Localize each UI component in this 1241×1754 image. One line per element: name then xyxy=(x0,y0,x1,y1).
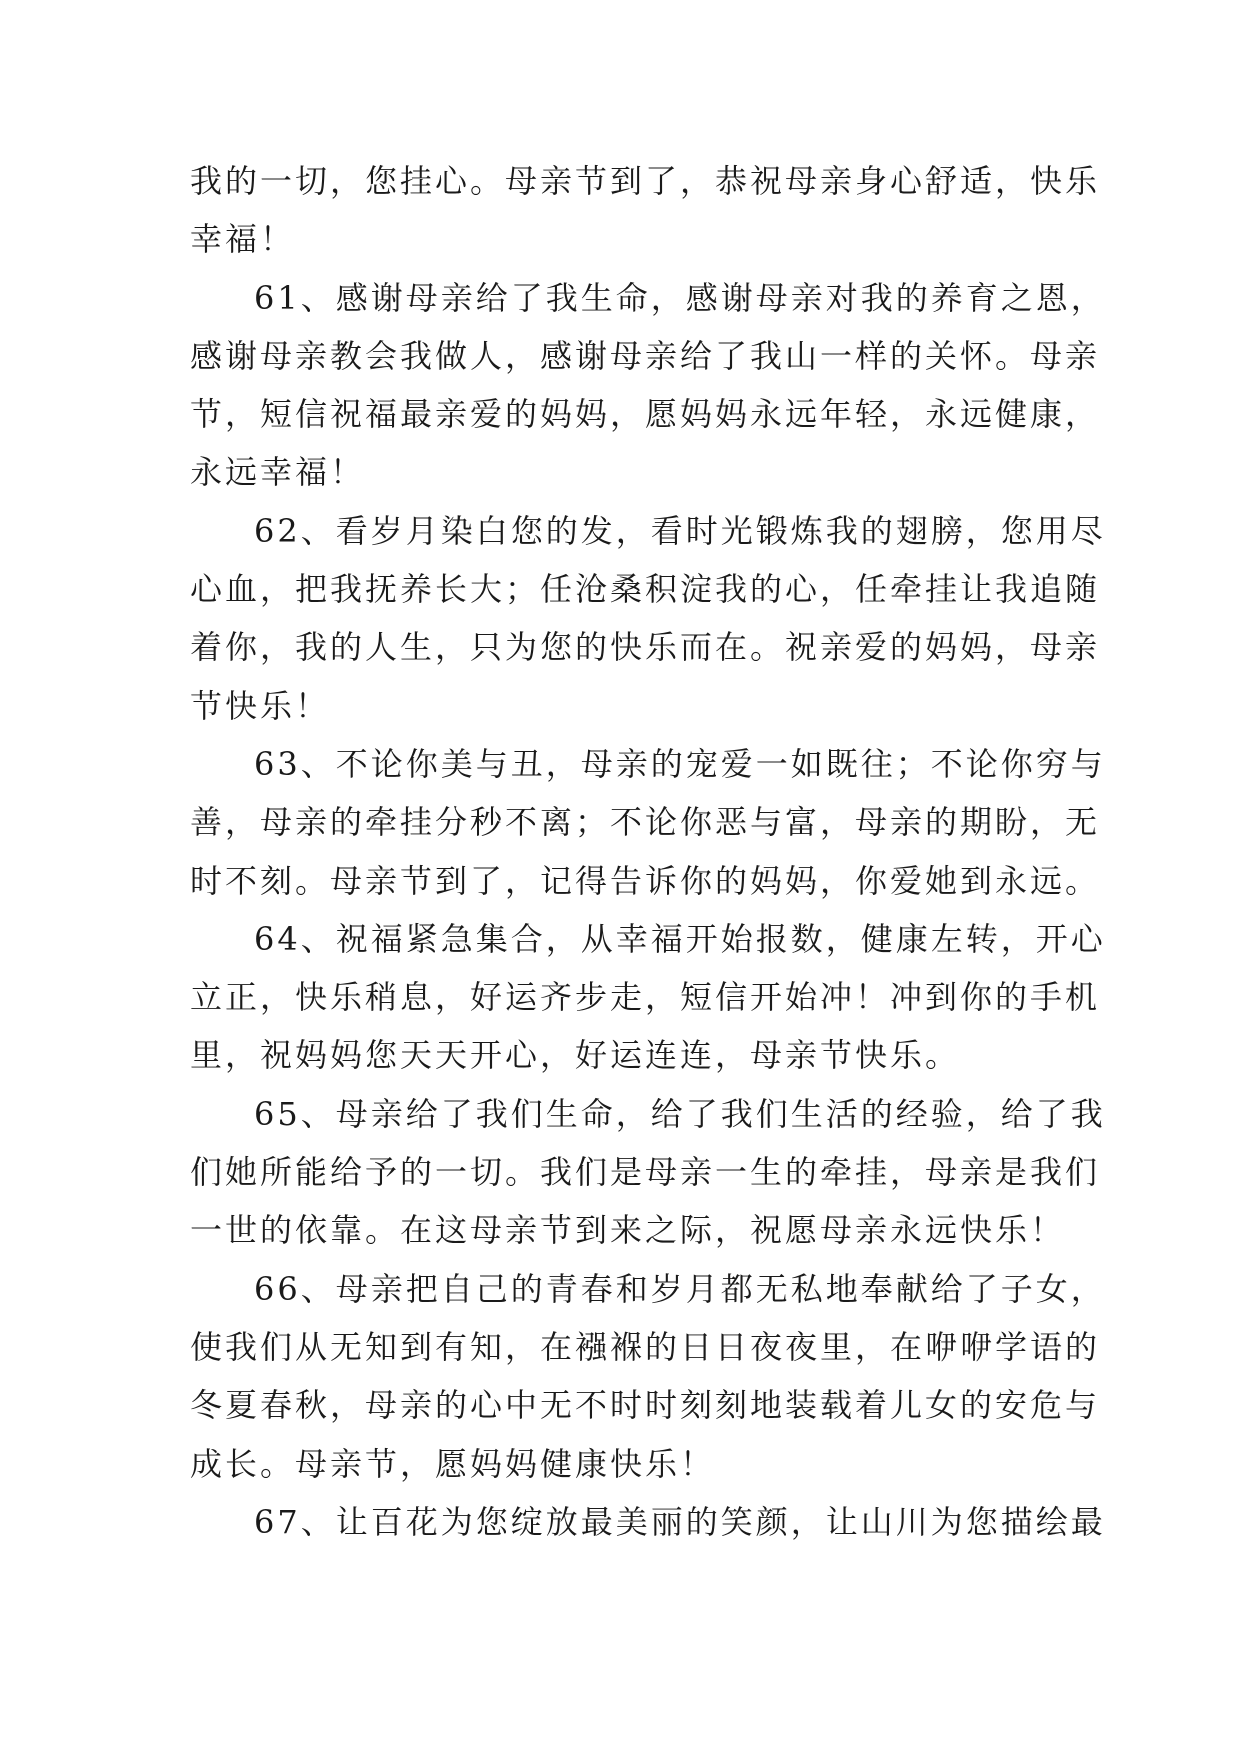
text-line: 我的一切，您挂心。母亲节到了，恭祝母亲身心舒适，快乐 xyxy=(190,162,1101,200)
text-line: 立正，快乐稍息，好运齐步走，短信开始冲！冲到你的手机 xyxy=(190,978,1101,1017)
paragraph-start-67: 67、让百花为您绽放最美丽的笑颜，让山川为您描绘最 xyxy=(254,1502,1106,1541)
text-line: 心血，把我抚养长大；任沧桑积淀我的心，任牵挂让我追随 xyxy=(190,570,1101,609)
text-line: 永远幸福！ xyxy=(190,453,366,492)
paragraph-start-65: 65、母亲给了我们生命，给了我们生活的经验，给了我 xyxy=(254,1094,1106,1133)
paragraph-start-62: 62、看岁月染白您的发，看时光锻炼我的翅膀，您用尽 xyxy=(254,511,1106,550)
text-line: 时不刻。母亲节到了，记得告诉你的妈妈，你爱她到永远。 xyxy=(190,861,1101,900)
paragraph-start-64: 64、祝福紧急集合，从幸福开始报数，健康左转，开心 xyxy=(254,919,1106,958)
text-line: 冬夏春秋，母亲的心中无不时时刻刻地装载着儿女的安危与 xyxy=(190,1386,1101,1425)
text-line: 善，母亲的牵挂分秒不离；不论你恶与富，母亲的期盼，无 xyxy=(190,803,1101,842)
text-line: 着你，我的人生，只为您的快乐而在。祝亲爱的妈妈，母亲 xyxy=(190,628,1101,667)
text-line: 里，祝妈妈您天天开心，好运连连，母亲节快乐。 xyxy=(190,1036,961,1075)
document-body xyxy=(190,152,1106,1551)
text-line: 节快乐！ xyxy=(190,686,331,725)
text-line: 们她所能给予的一切。我们是母亲一生的牵挂，母亲是我们 xyxy=(190,1153,1101,1192)
paragraph-start-63: 63、不论你美与丑，母亲的宠爱一如既往；不论你穷与 xyxy=(254,744,1106,783)
paragraph-start-61: 61、感谢母亲给了我生命，感谢母亲对我的养育之恩， xyxy=(254,278,1106,317)
text-line: 感谢母亲教会我做人，感谢母亲给了我山一样的关怀。母亲 xyxy=(190,336,1101,375)
text-line: 节，短信祝福最亲爱的妈妈，愿妈妈永远年轻，永远健康， xyxy=(190,395,1101,434)
text-line: 成长。母亲节，愿妈妈健康快乐！ xyxy=(190,1444,716,1483)
text-line: 使我们从无知到有知，在襁褓的日日夜夜里，在咿咿学语的 xyxy=(190,1327,1101,1366)
paragraph-start-66: 66、母亲把自己的青春和岁月都无私地奉献给了子女， xyxy=(254,1269,1106,1308)
text-line: 一世的依靠。在这母亲节到来之际，祝愿母亲永远快乐！ xyxy=(190,1211,1066,1250)
text-line: 幸福！ xyxy=(190,220,296,259)
